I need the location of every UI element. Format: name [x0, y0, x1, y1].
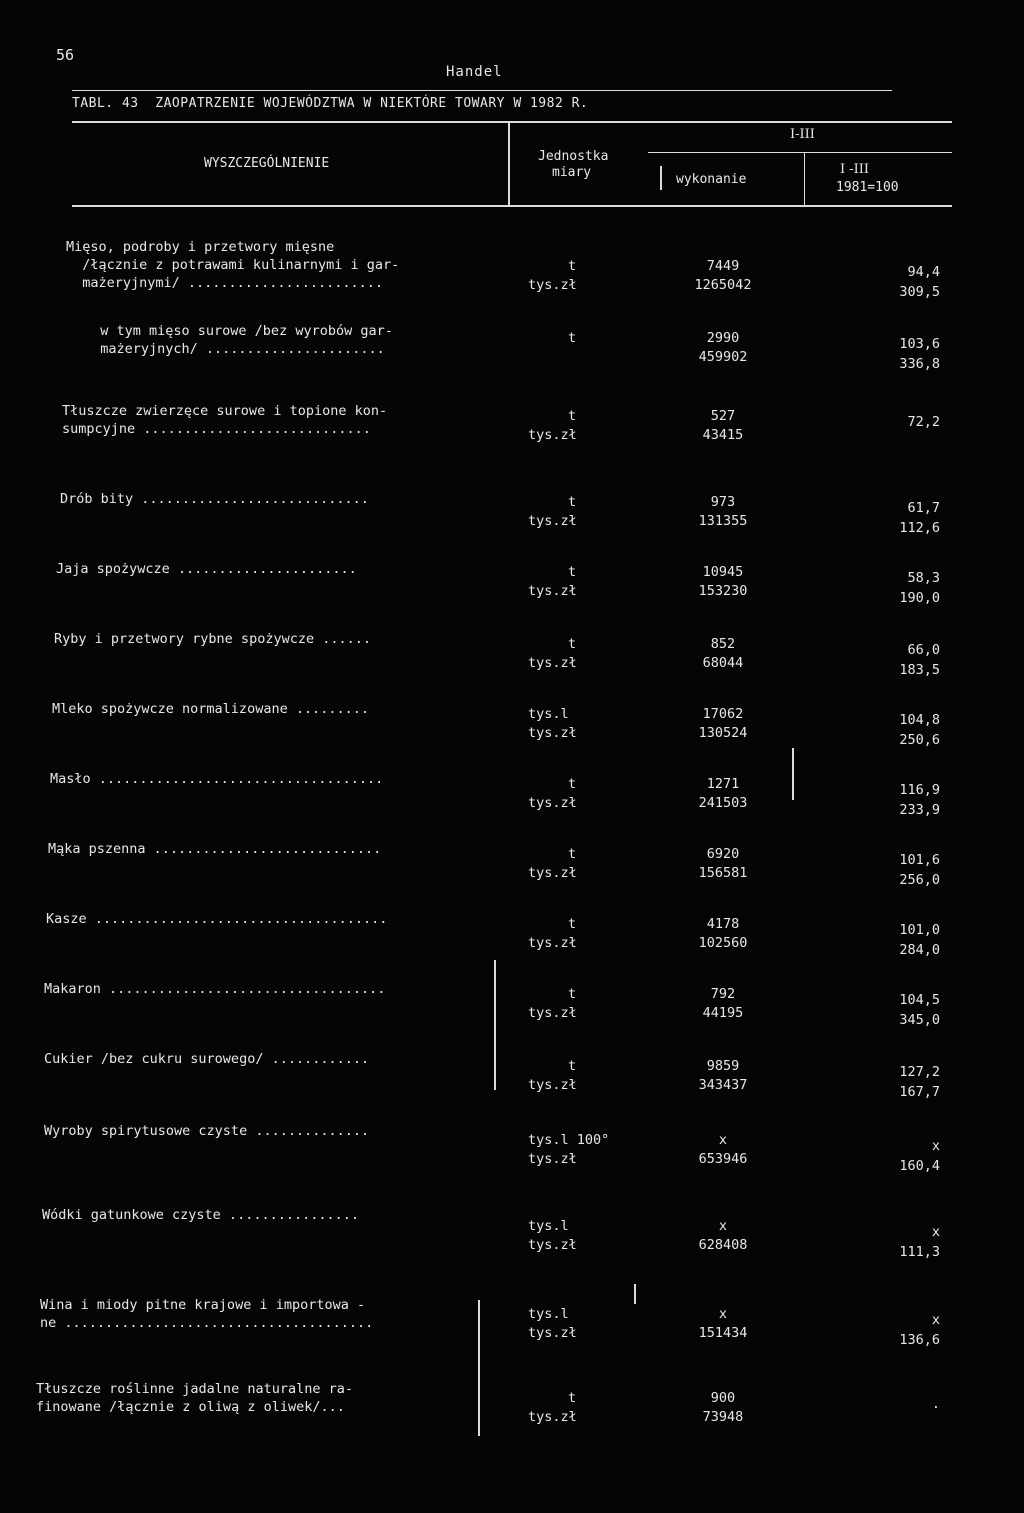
- row-label: Masło ...................................: [50, 771, 384, 787]
- header-divider-left: [508, 121, 510, 205]
- row-label: Ryby i przetwory rybne spożywcze ......: [54, 631, 371, 647]
- row-value: 153230: [698, 583, 748, 599]
- header-index-line1: I -III: [840, 162, 870, 177]
- row-value: 653946: [698, 1151, 748, 1167]
- row-index: 284,0: [899, 942, 940, 958]
- row-index: 104,8: [899, 712, 940, 728]
- row-value: 900: [710, 1390, 736, 1406]
- row-unit: tys.zł: [528, 1325, 577, 1341]
- row-value: x: [718, 1218, 728, 1234]
- row-index: 160,4: [899, 1158, 940, 1174]
- row-index: x: [931, 1224, 940, 1240]
- row-value: x: [718, 1132, 728, 1148]
- row-index: 101,0: [899, 922, 940, 938]
- header-period-rule: [648, 152, 952, 153]
- row-unit: tys.zł: [528, 1151, 577, 1167]
- row-index: 112,6: [899, 520, 940, 536]
- row-unit: tys.zł: [528, 513, 577, 529]
- row-index: 66,0: [907, 642, 940, 658]
- row-label: Tłuszcze roślinne jadalne naturalne ra-: [36, 1381, 353, 1397]
- row-unit: t: [568, 330, 577, 346]
- row-index: 345,0: [899, 1012, 940, 1028]
- row-value: 156581: [698, 865, 748, 881]
- row-value: 151434: [698, 1325, 748, 1341]
- row-unit: t: [568, 636, 577, 652]
- row-unit: tys.zł: [528, 795, 577, 811]
- row-unit: tys.l: [528, 1218, 569, 1234]
- row-label: Mleko spożywcze normalizowane .........: [52, 701, 369, 717]
- row-unit: tys.zł: [528, 1077, 577, 1093]
- row-unit: tys.zł: [528, 725, 577, 741]
- row-label: Jaja spożywcze ......................: [56, 561, 357, 577]
- row-index: 101,6: [899, 852, 940, 868]
- row-label: Wina i miody pitne krajowe i importowa -: [40, 1297, 366, 1313]
- row-value: 17062: [702, 706, 744, 722]
- column-divider: [494, 960, 496, 1090]
- top-rule: [72, 90, 892, 91]
- row-index: 256,0: [899, 872, 940, 888]
- row-value: 73948: [702, 1409, 744, 1425]
- header-divider-mid: [660, 166, 662, 190]
- row-value: 102560: [698, 935, 748, 951]
- row-value: 852: [710, 636, 736, 652]
- section-title: Handel: [446, 64, 503, 80]
- row-value: 44195: [702, 1005, 744, 1021]
- row-unit: tys.zł: [528, 655, 577, 671]
- row-label: Makaron ..................................: [44, 981, 386, 997]
- row-label: Mąka pszenna ............................: [48, 841, 382, 857]
- row-unit: tys.zł: [528, 1237, 577, 1253]
- row-value: 131355: [698, 513, 748, 529]
- header-top-rule: [72, 121, 952, 123]
- page-number: 56: [56, 46, 75, 64]
- row-value: 459902: [698, 349, 748, 365]
- row-label: Kasze ....................................: [46, 911, 388, 927]
- row-unit: tys.zł: [528, 277, 577, 293]
- row-label: finowane /łącznie z oliwą z oliwek/...: [36, 1399, 345, 1415]
- row-index: 233,9: [899, 802, 940, 818]
- row-index: 104,5: [899, 992, 940, 1008]
- header-period: I-III: [790, 127, 815, 142]
- row-unit: tys.zł: [528, 1409, 577, 1425]
- row-value: 973: [710, 494, 736, 510]
- row-unit: tys.zł: [528, 935, 577, 951]
- row-unit: t: [568, 846, 577, 862]
- row-label: Wyroby spirytusowe czyste ..............: [44, 1123, 370, 1139]
- row-label: Drób bity ............................: [60, 491, 369, 507]
- row-value: 2990: [706, 330, 740, 346]
- row-label: mażeryjnych/ ......................: [84, 341, 385, 357]
- row-unit: tys.l: [528, 1306, 569, 1322]
- row-index: 94,4: [907, 264, 940, 280]
- row-unit: t: [568, 1390, 577, 1406]
- row-index: x: [931, 1138, 940, 1154]
- row-index: 58,3: [907, 570, 940, 586]
- header-unit-line2: miary: [552, 165, 592, 180]
- row-value: 241503: [698, 795, 748, 811]
- row-unit: t: [568, 258, 577, 274]
- row-index: 183,5: [899, 662, 940, 678]
- column-divider-lower: [478, 1300, 480, 1436]
- row-value: 4178: [706, 916, 740, 932]
- row-value: 7449: [706, 258, 740, 274]
- column-divider-unit: [634, 1284, 636, 1304]
- column-divider-value: [792, 748, 794, 800]
- row-index: .: [931, 1396, 940, 1412]
- row-unit: tys.l 100°: [528, 1132, 610, 1148]
- row-index: 336,8: [899, 356, 940, 372]
- row-unit: t: [568, 776, 577, 792]
- row-label: Tłuszcze zwierzęce surowe i topione kon-: [62, 403, 388, 419]
- row-index: 167,7: [899, 1084, 940, 1100]
- row-value: 9859: [706, 1058, 740, 1074]
- row-unit: tys.zł: [528, 427, 577, 443]
- row-value: 43415: [702, 427, 744, 443]
- row-index: 116,9: [899, 782, 940, 798]
- row-index: 61,7: [907, 500, 940, 516]
- header-specification: WYSZCZEGÓLNIENIE: [204, 156, 330, 171]
- table-title: TABL. 43 ZAOPATRZENIE WOJEWÓDZTWA W NIEKTÓRE TOWARY W 1982 R.: [72, 96, 589, 111]
- header-index-line2: 1981=100: [836, 180, 899, 195]
- row-index: 250,6: [899, 732, 940, 748]
- row-index: x: [931, 1312, 940, 1328]
- row-value: 1271: [706, 776, 740, 792]
- row-unit: tys.zł: [528, 583, 577, 599]
- header-executed: wykonanie: [676, 172, 747, 187]
- row-label: w tym mięso surowe /bez wyrobów gar-: [84, 323, 393, 339]
- row-unit: tys.zł: [528, 1005, 577, 1021]
- row-unit: t: [568, 986, 577, 1002]
- row-label: ne ......................................: [40, 1315, 374, 1331]
- row-label: sumpcyjne ............................: [62, 421, 371, 437]
- header-unit-line1: Jednostka: [538, 149, 609, 164]
- row-index: 190,0: [899, 590, 940, 606]
- row-unit: t: [568, 564, 577, 580]
- row-index: 111,3: [899, 1244, 940, 1260]
- row-value: 10945: [702, 564, 744, 580]
- row-unit: tys.l: [528, 706, 569, 722]
- row-label: Cukier /bez cukru surowego/ ............: [44, 1051, 370, 1067]
- row-label: Wódki gatunkowe czyste ................: [42, 1207, 359, 1223]
- row-value: 68044: [702, 655, 744, 671]
- row-value: 6920: [706, 846, 740, 862]
- header-divider-right: [804, 152, 805, 205]
- row-unit: t: [568, 916, 577, 932]
- row-label: Mięso, podroby i przetwory mięsne: [66, 239, 335, 255]
- row-index: 136,6: [899, 1332, 940, 1348]
- row-index: 103,6: [899, 336, 940, 352]
- row-value: 792: [710, 986, 736, 1002]
- row-label: mażeryjnymi/ ........................: [66, 275, 383, 291]
- row-value: 1265042: [694, 277, 752, 293]
- row-value: 130524: [698, 725, 748, 741]
- row-index: 309,5: [899, 284, 940, 300]
- row-index: 127,2: [899, 1064, 940, 1080]
- row-value: 527: [710, 408, 736, 424]
- row-label: /łącznie z potrawami kulinarnymi i gar-: [66, 257, 400, 273]
- row-unit: t: [568, 1058, 577, 1074]
- row-value: 628408: [698, 1237, 748, 1253]
- row-value: 343437: [698, 1077, 748, 1093]
- header-bottom-rule: [72, 205, 952, 207]
- row-unit: t: [568, 408, 577, 424]
- row-unit: t: [568, 494, 577, 510]
- row-index: 72,2: [907, 414, 940, 430]
- row-unit: tys.zł: [528, 865, 577, 881]
- row-value: x: [718, 1306, 728, 1322]
